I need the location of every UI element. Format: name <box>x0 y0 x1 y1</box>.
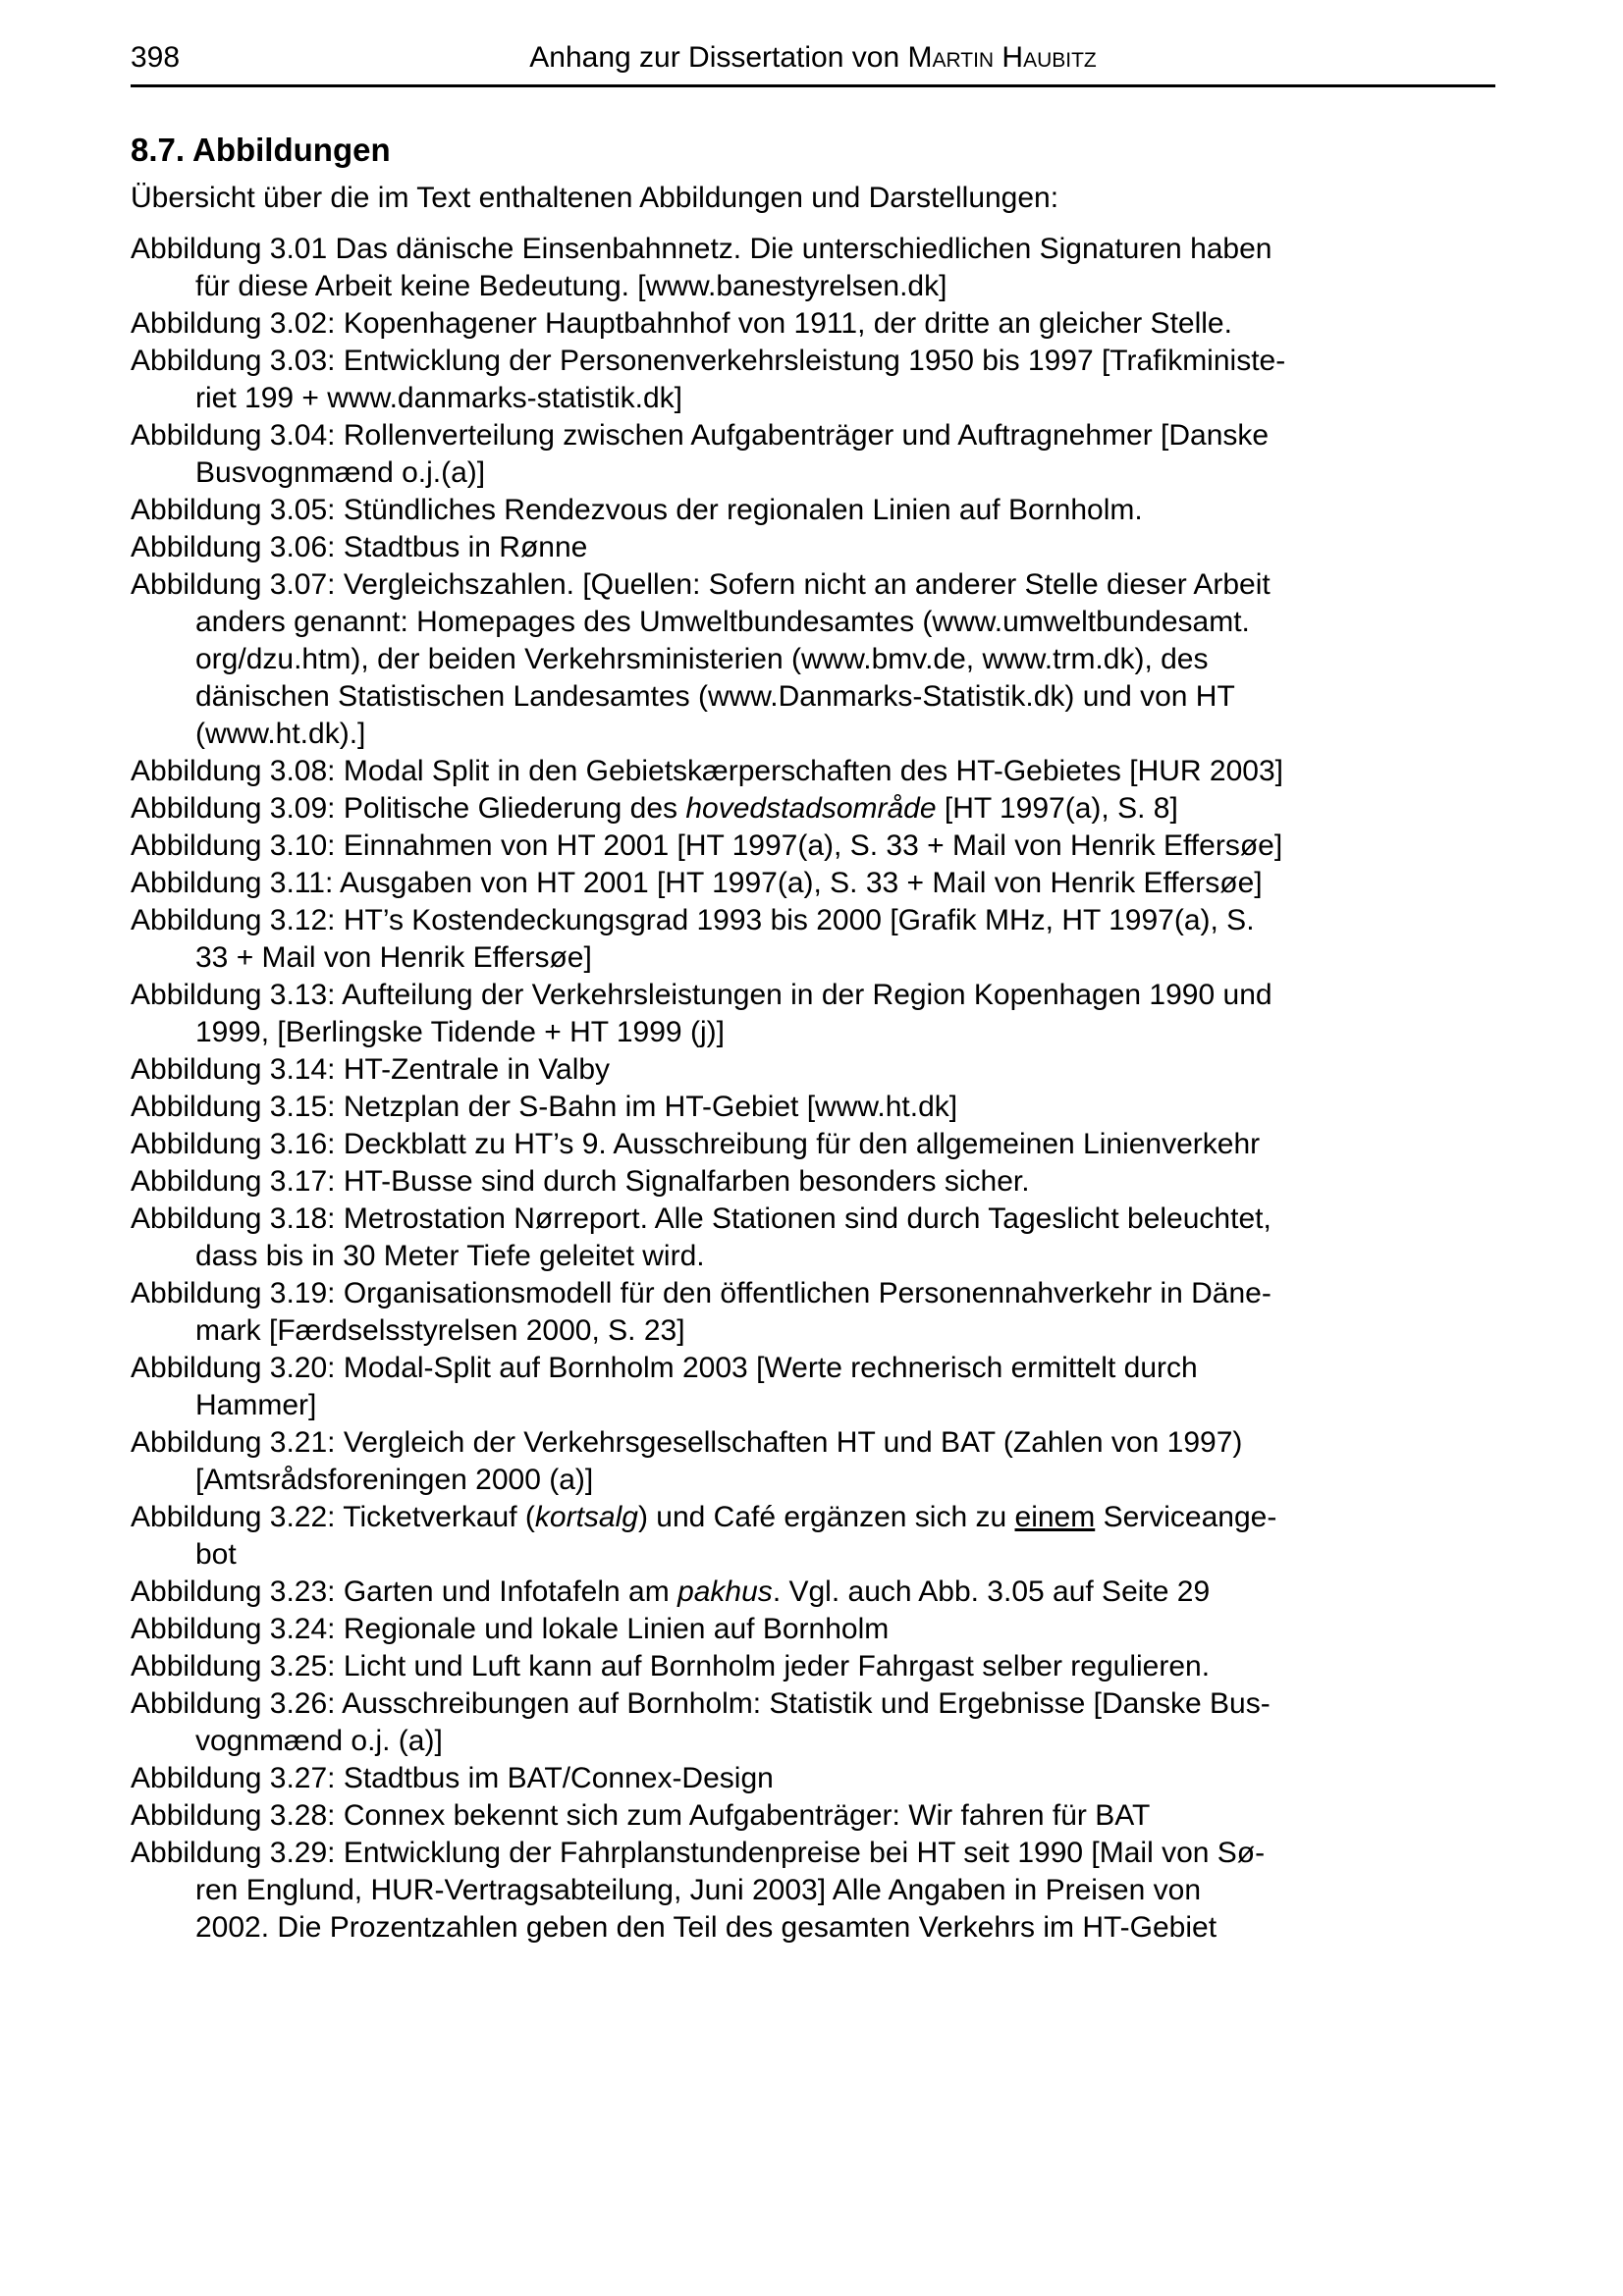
figure-entry <box>131 231 1495 305</box>
section-title: 8.7. Abbildungen <box>131 132 391 168</box>
figure-entry <box>131 1089 1495 1126</box>
text-segment: Abbildung 3.08: Modal Split in den Gebietskærperschaften des HT-Gebietes [HUR 2003] <box>131 755 1283 787</box>
figure-entry <box>131 1499 1495 1574</box>
text-segment: Abbildung 3.03: Entwicklung der Personenverkehrsleistung 1950 bis 1997 [Trafikministe- <box>131 345 1286 377</box>
text-segment: Abbildung 3.06: Stadtbus in Rønne <box>131 531 588 563</box>
text-segment: Abbildung 3.13: Aufteilung der Verkehrsleistungen in der Region Kopenhagen 1990 und <box>131 979 1272 1011</box>
figure-entry <box>131 1163 1495 1201</box>
figure-entry <box>131 1648 1495 1685</box>
text-segment: riet 199 + www.danmarks-statistik.dk] <box>195 382 683 414</box>
text-segment: kortsalg <box>534 1501 638 1533</box>
text-segment: Abbildung 3.11: Ausgaben von HT 2001 [HT 1997(a), S. 33 + Mail von Henrik Effersøe] <box>131 867 1263 899</box>
text-segment: Abbildung 3.05: Stündliches Rendezvous der regionalen Linien auf Bornholm. <box>131 494 1143 526</box>
text-segment: Abbildung 3.02: Kopenhagener Hauptbahnhof von 1911, der dritte an gleicher Stelle. <box>131 307 1232 340</box>
figure-entry <box>131 305 1495 343</box>
text-segment: Abbildung 3.17: HT-Busse sind durch Signalfarben besonders sicher. <box>131 1165 1030 1198</box>
text-segment: vognmænd o.j. (a)] <box>195 1725 443 1757</box>
figure-entry <box>131 529 1495 566</box>
text-segment: einem <box>1014 1501 1096 1533</box>
text-segment: Abbildung 3.29: Entwicklung der Fahrplanstundenpreise bei HT seit 1990 [Mail von Sø- <box>131 1837 1266 1869</box>
text-segment: ) und Café ergänzen sich zu <box>637 1501 1015 1533</box>
text-segment: 33 + Mail von Henrik Effersøe] <box>195 941 592 974</box>
text-segment: [HT 1997(a), S. 8] <box>936 792 1178 825</box>
figure-entry <box>131 417 1495 492</box>
figure-entry <box>131 1685 1495 1760</box>
text-segment: (www.ht.dk).] <box>195 718 366 750</box>
text-segment: [Amtsrådsforeningen 2000 (a)] <box>195 1464 594 1496</box>
text-segment: mark [Færdselsstyrelsen 2000, S. 23] <box>195 1314 685 1347</box>
figure-entry <box>131 1574 1495 1611</box>
figure-entry <box>131 1797 1495 1835</box>
figure-entry <box>131 1201 1495 1275</box>
text-segment: Abbildung 3.15: Netzplan der S-Bahn im HT-Gebiet [www.ht.dk] <box>131 1091 958 1123</box>
text-segment: 1999, [Berlingske Tidende + HT 1999 (j)] <box>195 1016 725 1048</box>
text-segment: Abbildung 3.22: Ticketverkauf ( <box>131 1501 535 1533</box>
page-header <box>131 39 1495 87</box>
text-segment: org/dzu.htm), der beiden Verkehrsministerien (www.bmv.de, www.trm.dk), des <box>195 643 1209 675</box>
text-segment: Abbildung 3.18: Metrostation Nørreport. Alle Stationen sind durch Tageslicht beleuchtet, <box>131 1202 1271 1235</box>
text-segment: Abbildung 3.07: Vergleichszahlen. [Quellen: Sofern nicht an anderer Stelle dieser Arbeit <box>131 568 1271 601</box>
figure-entry <box>131 1350 1495 1424</box>
running-title <box>529 39 1097 77</box>
text-segment: Abbildung 3.24: Regionale und lokale Linien auf Bornholm <box>131 1613 890 1645</box>
text-segment: Abbildung 3.12: HT’s Kostendeckungsgrad 1993 bis 2000 [Grafik MHz, HT 1997(a), S. <box>131 904 1255 936</box>
text-segment: hovedstadsområde <box>685 792 937 825</box>
figure-entry <box>131 977 1495 1051</box>
figure-entry <box>131 492 1495 529</box>
text-segment: . Vgl. auch Abb. 3.05 auf Seite 29 <box>772 1575 1211 1608</box>
intro-text: Übersicht über die im Text enthaltenen Abbildungen und Darstellungen: <box>131 182 1059 214</box>
figure-entry <box>131 1051 1495 1089</box>
text-segment: dass bis in 30 Meter Tiefe geleitet wird. <box>195 1240 705 1272</box>
figure-entry <box>131 1275 1495 1350</box>
figure-entry <box>131 1835 1495 1947</box>
page-number: 398 <box>131 41 181 74</box>
text-segment: dänischen Statistischen Landesamtes (www.Danmarks-Statistik.dk) und von HT <box>195 680 1235 713</box>
figure-entry <box>131 343 1495 417</box>
figure-list <box>131 231 1495 1947</box>
text-segment: Hammer] <box>195 1389 317 1421</box>
running-title-author: Martin Haubitz <box>907 41 1097 74</box>
text-segment: 2002. Die Prozentzahlen geben den Teil des gesamten Verkehrs im HT-Gebiet <box>195 1911 1217 1944</box>
text-segment: Abbildung 3.21: Vergleich der Verkehrsgesellschaften HT und BAT (Zahlen von 1997) <box>131 1426 1243 1459</box>
figure-entry <box>131 828 1495 865</box>
text-segment: Abbildung 3.19: Organisationsmodell für den öffentlichen Personennahverkehr in Däne- <box>131 1277 1271 1309</box>
text-segment: ren Englund, HUR-Vertragsabteilung, Juni 2003] Alle Angaben in Preisen von <box>195 1874 1201 1906</box>
text-segment: für diese Arbeit keine Bedeutung. [www.banestyrelsen.dk] <box>195 270 947 302</box>
figure-entry <box>131 566 1495 753</box>
figure-entry <box>131 1611 1495 1648</box>
figure-entry <box>131 902 1495 977</box>
text-segment: Abbildung 3.26: Ausschreibungen auf Bornholm: Statistik und Ergebnisse [Danske Bus- <box>131 1687 1271 1720</box>
figure-entry <box>131 790 1495 828</box>
running-title-text: Anhang zur Dissertation von <box>529 41 908 74</box>
text-segment: Serviceange- <box>1095 1501 1277 1533</box>
figure-entry <box>131 1760 1495 1797</box>
figure-entry <box>131 865 1495 902</box>
text-segment: Abbildung 3.28: Connex bekennt sich zum Aufgabenträger: Wir fahren für BAT <box>131 1799 1151 1832</box>
text-segment: Abbildung 3.23: Garten und Infotafeln am <box>131 1575 678 1608</box>
text-segment: pakhus <box>677 1575 773 1608</box>
figure-entry <box>131 753 1495 790</box>
text-segment: Abbildung 3.01 Das dänische Einsenbahnnetz. Die unterschiedlichen Signaturen haben <box>131 233 1272 265</box>
figure-entry <box>131 1424 1495 1499</box>
text-segment: anders genannt: Homepages des Umweltbundesamtes (www.umweltbundesamt. <box>195 606 1250 638</box>
text-segment: Abbildung 3.25: Licht und Luft kann auf Bornholm jeder Fahrgast selber regulieren. <box>131 1650 1211 1682</box>
text-segment: bot <box>195 1538 237 1571</box>
text-segment: Abbildung 3.14: HT-Zentrale in Valby <box>131 1053 611 1086</box>
text-segment: Busvognmænd o.j.(a)] <box>195 456 486 489</box>
text-segment: Abbildung 3.20: Modal-Split auf Bornholm 2003 [Werte rechnerisch ermittelt durch <box>131 1352 1198 1384</box>
text-segment: Abbildung 3.16: Deckblatt zu HT’s 9. Ausschreibung für den allgemeinen Linienverkehr <box>131 1128 1261 1160</box>
text-segment: Abbildung 3.09: Politische Gliederung des <box>131 792 686 825</box>
text-segment: Abbildung 3.10: Einnahmen von HT 2001 [HT 1997(a), S. 33 + Mail von Henrik Effersøe] <box>131 829 1283 862</box>
figure-entry <box>131 1126 1495 1163</box>
text-segment: Abbildung 3.04: Rollenverteilung zwischen Aufgabenträger und Auftragnehmer [Danske <box>131 419 1270 452</box>
text-segment: Abbildung 3.27: Stadtbus im BAT/Connex-Design <box>131 1762 774 1794</box>
